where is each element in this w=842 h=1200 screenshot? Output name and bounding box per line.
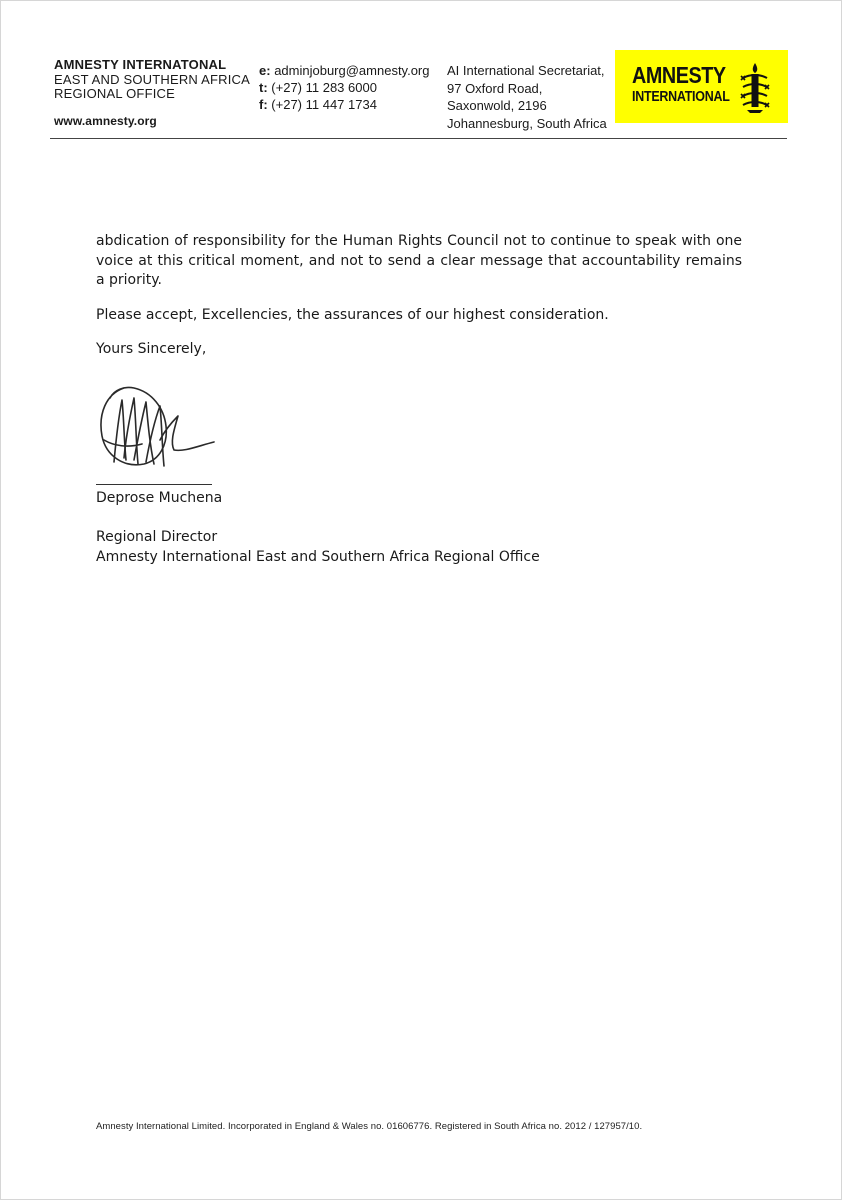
- candle-barbed-wire-icon: [738, 62, 772, 114]
- tel-line: [259, 79, 430, 96]
- logo-text: [632, 64, 745, 105]
- letter-body: [96, 232, 742, 375]
- signature-line: [96, 484, 212, 485]
- fax-value: (+27) 11 447 1734: [271, 97, 377, 112]
- org-sub-line2: REGIONAL OFFICE: [54, 86, 175, 101]
- org-name: AMNESTY INTERNATONAL: [54, 57, 227, 72]
- address-line: AI International Secretariat,: [447, 63, 605, 78]
- body-paragraph: Please accept, Excellencies, the assurances of our highest consideration.: [96, 306, 609, 323]
- website-link[interactable]: www.amnesty.org: [54, 113, 157, 128]
- org-block: [54, 58, 250, 128]
- org-sub-line1: EAST AND SOUTHERN AFRICA: [54, 71, 250, 87]
- tel-label: t:: [259, 80, 268, 95]
- signatory-details: [96, 528, 540, 567]
- tel-value: (+27) 11 283 6000: [271, 80, 377, 95]
- address-line: Saxonwold, 2196: [447, 98, 547, 113]
- address-block: [447, 62, 607, 132]
- email-link[interactable]: adminjoburg@amnesty.org: [274, 63, 430, 78]
- logo-line2: INTERNATIONAL: [632, 89, 730, 105]
- fax-line: [259, 96, 430, 113]
- footer-legal-text: Amnesty International Limited. Incorporated in England & Wales no. 01606776. Registered in South Africa no. 2012 / 127957/10.: [96, 1121, 643, 1132]
- signatory-organisation: Amnesty International East and Southern Africa Regional Office: [96, 548, 540, 565]
- body-paragraph: abdication of responsibility for the Human Rights Council not to continue to speak with one voice at this critical moment, and not to send a clear message that accountability remains a priority.: [96, 233, 742, 288]
- contact-block: [259, 62, 430, 113]
- email-label: e:: [259, 63, 271, 78]
- closing-salutation: Yours Sincerely,: [96, 341, 207, 357]
- address-line: Johannesburg, South Africa: [447, 115, 607, 131]
- header-divider: [50, 138, 787, 139]
- logo-line1: AMNESTY: [632, 62, 726, 88]
- address-line: 97 Oxford Road,: [447, 80, 543, 96]
- handwritten-signature: [94, 380, 219, 472]
- signatory-name: Deprose Muchena: [96, 490, 223, 506]
- email-line: [259, 62, 430, 79]
- fax-label: f:: [259, 97, 268, 112]
- signatory-title: Regional Director: [96, 529, 218, 545]
